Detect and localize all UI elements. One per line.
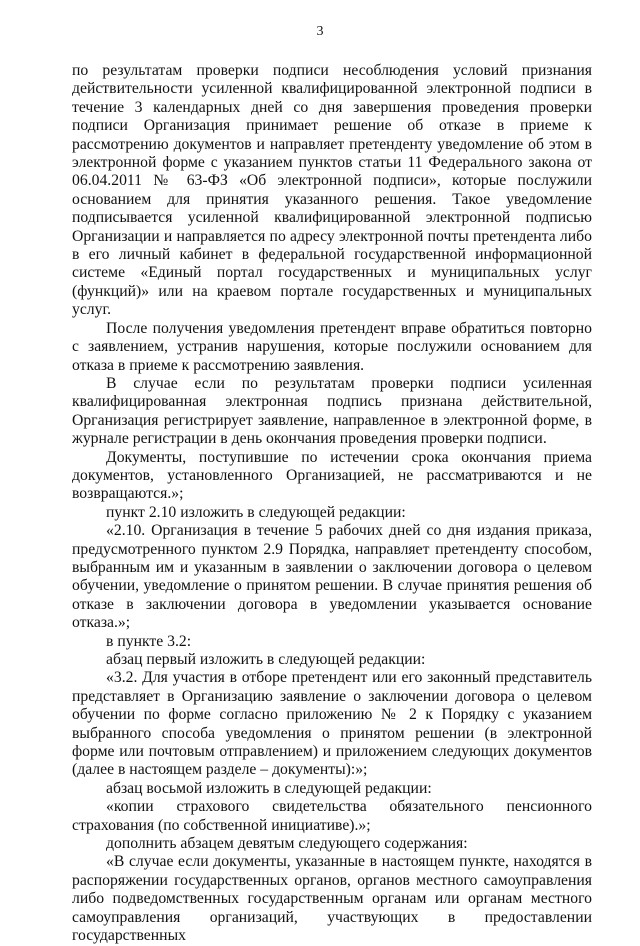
paragraph: абзац восьмой изложить в следующей редакции: xyxy=(106,779,432,797)
paragraph: по результатам проверки подписи несоблюдения условий признания действительности усиленной квалифицированной электронной подписи в течение 3 календарных дней со дня завершения проведения проверки подписи Организация принимает решение об отказе в приеме к рассмотрению документов и направляет претенденту уведомление об этом в электронной форме с указанием пунктов статьи 11 Федерального закона от 06.04.2011 № 63-ФЗ «Об электронной подписи», которые послужили основанием для принятия указанного решения. Такое уведомление подписывается усиленной квалифицированной электронной подписью Организации и направляется по адресу электронной почты претендента либо в его личный кабинет в федеральной государственной информационной системе «Единый портал государственных и муниципальных услуг (функций)» или на краевом портале государственных и муниципальных услуг. xyxy=(72,62,592,319)
paragraph: «3.2. Для участия в отборе претендент или его законный представитель представляет в Организацию заявление о заключении договора о целевом обучении по форме согласно приложению № 2 к Порядку с указанием выбранного способа уведомления о принятом решении (в электронной форме или почтовым отправлением) и приложением следующих документов (далее в настоящем разделе – документы):»; xyxy=(72,669,592,779)
document-body xyxy=(72,62,592,946)
paragraph: В случае если по результатам проверки подписи усиленная квалифицированная электронная подпись признана действительной, Организация регистрирует заявление, направленное в электронной форме, в журнале регистрации в день окончания проведения проверки подписи. xyxy=(72,374,592,448)
paragraph: «В случае если документы, указанные в настоящем пункте, находятся в распоряжении государственных органов, органов местного самоуправления либо подведомственных государственным органам или органам местного самоуправления организаций, участвующих в предоставлении государственных xyxy=(72,853,592,945)
paragraph: в пункте 3.2: xyxy=(106,632,192,650)
paragraph: дополнить абзацем девятым следующего содержания: xyxy=(106,835,468,853)
paragraph: «2.10. Организация в течение 5 рабочих дней со дня издания приказа, предусмотренного пунктом 2.9 Порядка, направляет претенденту способом, выбранным им и указанным в заявлении о заключении договора о целевом обучении, уведомление о принятом решении. В случае принятия решения об отказе в заключении договора в уведомлении указывается основание отказа.»; xyxy=(72,522,592,632)
paragraph: «копии страхового свидетельства обязательного пенсионного страхования (по собственной инициативе).»; xyxy=(72,798,592,834)
paragraph: Документы, поступившие по истечении срока окончания приема документов, установленного Организацией, не рассматриваются и не возвращаются.»; xyxy=(72,448,592,503)
paragraph: абзац первый изложить в следующей редакции: xyxy=(106,651,426,668)
paragraph: После получения уведомления претендент вправе обратиться повторно с заявлением, устранив нарушения, которые послужили основанием для отказа в приеме к рассмотрению заявления. xyxy=(72,319,592,374)
paragraph: пункт 2.10 изложить в следующей редакции: xyxy=(106,503,406,521)
page-number: 3 xyxy=(316,24,324,39)
